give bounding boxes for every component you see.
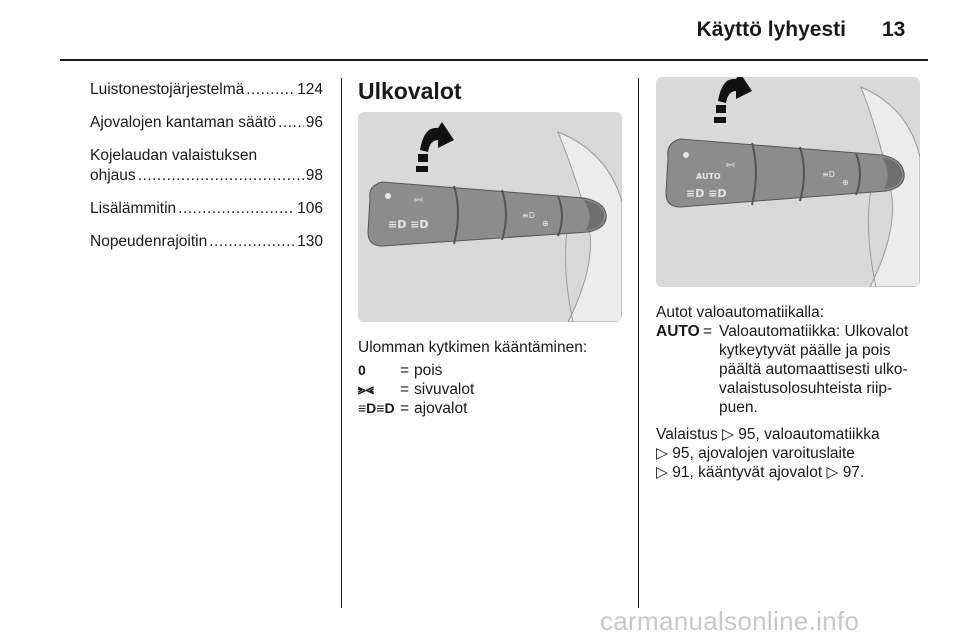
cross-references bbox=[656, 425, 926, 482]
light-switch-illustration bbox=[358, 112, 622, 322]
toc-entry[interactable] bbox=[90, 146, 323, 186]
toc-leader bbox=[246, 80, 295, 100]
svg-text:⊕: ⊕ bbox=[842, 178, 849, 187]
headlights-icon: ≡D≡D bbox=[358, 400, 395, 416]
toc-label: Nopeudenrajoitin bbox=[90, 233, 208, 250]
toc-leader bbox=[209, 232, 295, 252]
running-title: Käyttö lyhyesti bbox=[696, 18, 846, 41]
equals-sign: = bbox=[400, 381, 410, 398]
auto-description-line: päältä automaattisesti ulko- bbox=[719, 361, 908, 378]
toc-label: Lisälämmitin bbox=[90, 200, 177, 217]
toc-label: Luistonestojärjestelmä bbox=[90, 81, 245, 98]
svg-text:≡D: ≡D bbox=[822, 170, 835, 179]
toc-entry[interactable] bbox=[90, 199, 323, 219]
header-rule bbox=[60, 59, 928, 61]
section-title: Ulkovalot bbox=[358, 78, 462, 104]
toc-page: 96 bbox=[305, 114, 323, 131]
toc-entry[interactable] bbox=[90, 232, 323, 252]
page-number: 13 bbox=[882, 18, 906, 41]
auto-definition bbox=[656, 322, 926, 417]
symbol-meaning: sivuvalot bbox=[414, 381, 475, 398]
auto-description-line: kytkeytyvät päälle ja pois bbox=[719, 342, 891, 359]
lever-drawing bbox=[358, 112, 622, 322]
symbol-row bbox=[358, 361, 608, 380]
svg-text:≡D ≡D: ≡D ≡D bbox=[686, 187, 727, 200]
auto-lever-drawing bbox=[656, 77, 920, 287]
reference-link[interactable]: Valaistus ▷ 95, valoautomatiikka bbox=[656, 426, 880, 443]
svg-text:≡D: ≡D bbox=[522, 211, 535, 220]
auto-description-line: Valoautomatiikka: Ulkovalot bbox=[719, 323, 909, 340]
toc-label-line: Kojelaudan valaistuksen bbox=[90, 147, 258, 164]
symbol-row bbox=[358, 380, 608, 399]
reference-link[interactable]: ▷ 95, ajovalojen varoituslaite bbox=[656, 445, 855, 462]
caption-auto-lights: Autot valoautomatiikalla: bbox=[656, 304, 825, 321]
toc-entry[interactable] bbox=[90, 113, 323, 133]
off-symbol: 0 bbox=[358, 362, 366, 378]
svg-text:≡D ≡D: ≡D ≡D bbox=[388, 218, 429, 231]
column-divider-left bbox=[341, 78, 342, 608]
auto-term: AUTO bbox=[656, 323, 700, 340]
auto-description-line: puen. bbox=[719, 399, 758, 416]
equals-sign: = bbox=[400, 362, 410, 379]
symbol-list bbox=[358, 361, 608, 418]
symbol-meaning: pois bbox=[414, 362, 443, 379]
equals-sign: = bbox=[703, 323, 713, 340]
svg-text:⪢⪡: ⪢⪡ bbox=[414, 195, 424, 204]
symbol-meaning: ajovalot bbox=[414, 400, 468, 417]
toc-entry[interactable] bbox=[90, 80, 323, 100]
caption-outer-switch: Ulomman kytkimen kääntäminen: bbox=[358, 339, 588, 356]
toc-page: 124 bbox=[297, 81, 323, 98]
sidelights-icon: ⪢⪡ bbox=[358, 381, 374, 397]
toc-page: 98 bbox=[305, 167, 323, 184]
toc-list bbox=[90, 80, 323, 265]
toc-leader bbox=[278, 113, 304, 133]
lever-auto-label: AUTO bbox=[696, 172, 721, 181]
svg-text:⪢⪡: ⪢⪡ bbox=[726, 160, 736, 169]
toc-label: ohjaus bbox=[90, 167, 136, 184]
auto-description bbox=[719, 322, 926, 417]
toc-label: Ajovalojen kantaman säätö bbox=[90, 114, 277, 131]
svg-text:⊕: ⊕ bbox=[542, 219, 549, 228]
toc-page: 106 bbox=[297, 200, 323, 217]
toc-leader bbox=[178, 199, 295, 219]
symbol-row bbox=[358, 399, 608, 418]
auto-light-switch-illustration bbox=[656, 77, 920, 287]
column-divider-right bbox=[638, 78, 639, 608]
equals-sign: = bbox=[400, 400, 410, 417]
auto-description-line: valaistusolosuhteista riip- bbox=[719, 380, 893, 397]
toc-page: 130 bbox=[297, 233, 323, 250]
reference-link[interactable]: ▷ 91, kääntyvät ajovalot ▷ 97. bbox=[656, 464, 865, 481]
toc-leader bbox=[138, 166, 304, 186]
watermark: carmanualsonline.info bbox=[600, 606, 860, 636]
